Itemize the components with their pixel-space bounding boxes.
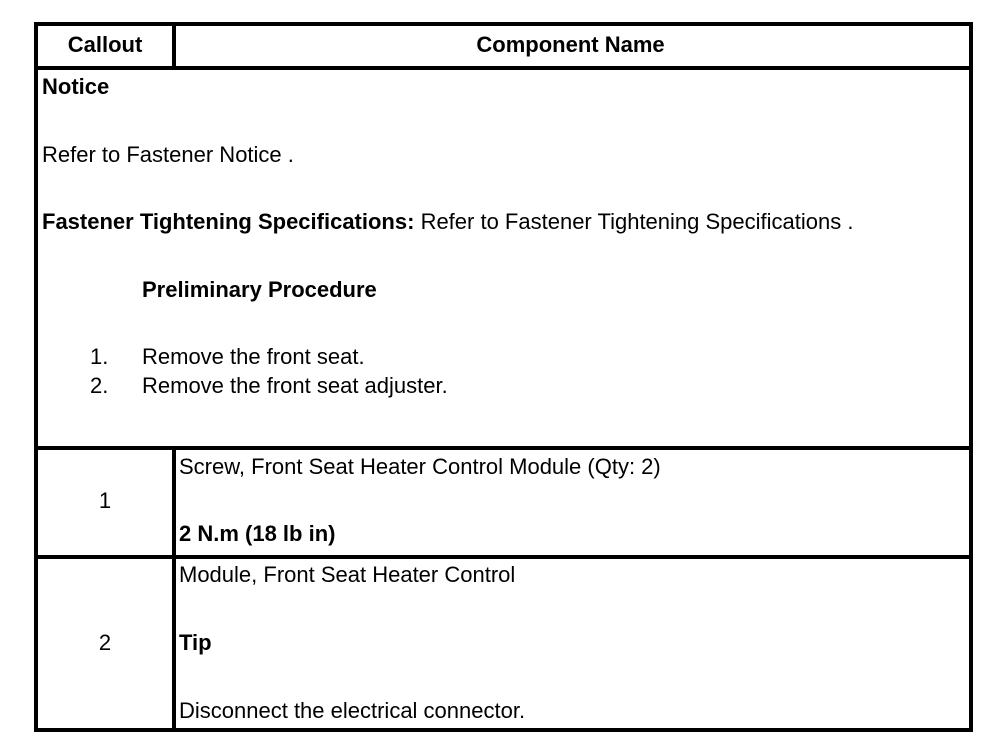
- tip-heading: Tip: [179, 630, 212, 655]
- fastener-spec-label: Fastener Tightening Specifications:: [42, 209, 415, 234]
- row-callout-number: 2: [98, 630, 112, 655]
- component-name: Module, Front Seat Heater Control: [179, 562, 516, 587]
- header-divider: [38, 66, 969, 70]
- row-callout-number: 1: [98, 488, 112, 513]
- fastener-spec-text: Refer to Fastener Tightening Specifications .: [420, 209, 854, 234]
- tip-text: Disconnect the electrical connector.: [179, 698, 526, 723]
- step-text: Remove the front seat adjuster.: [142, 373, 448, 398]
- notice-divider: [38, 446, 969, 450]
- notice-heading: Notice: [42, 74, 110, 99]
- component-name-column-header: Component Name: [476, 32, 665, 57]
- fastener-spec-line: [42, 209, 853, 235]
- rows-column-divider: [172, 446, 176, 728]
- step-number: 1.: [90, 344, 109, 369]
- step-number: 2.: [90, 373, 109, 398]
- torque-spec: 2 N.m (18 lb in): [179, 521, 336, 546]
- step-text: Remove the front seat.: [142, 344, 365, 369]
- callout-column-header: Callout: [67, 32, 143, 57]
- preliminary-procedure-heading: Preliminary Procedure: [142, 277, 377, 302]
- component-name: Screw, Front Seat Heater Control Module (Qty: 2): [179, 454, 661, 479]
- row-divider: [38, 555, 969, 559]
- fastener-notice-text: Refer to Fastener Notice .: [42, 142, 294, 167]
